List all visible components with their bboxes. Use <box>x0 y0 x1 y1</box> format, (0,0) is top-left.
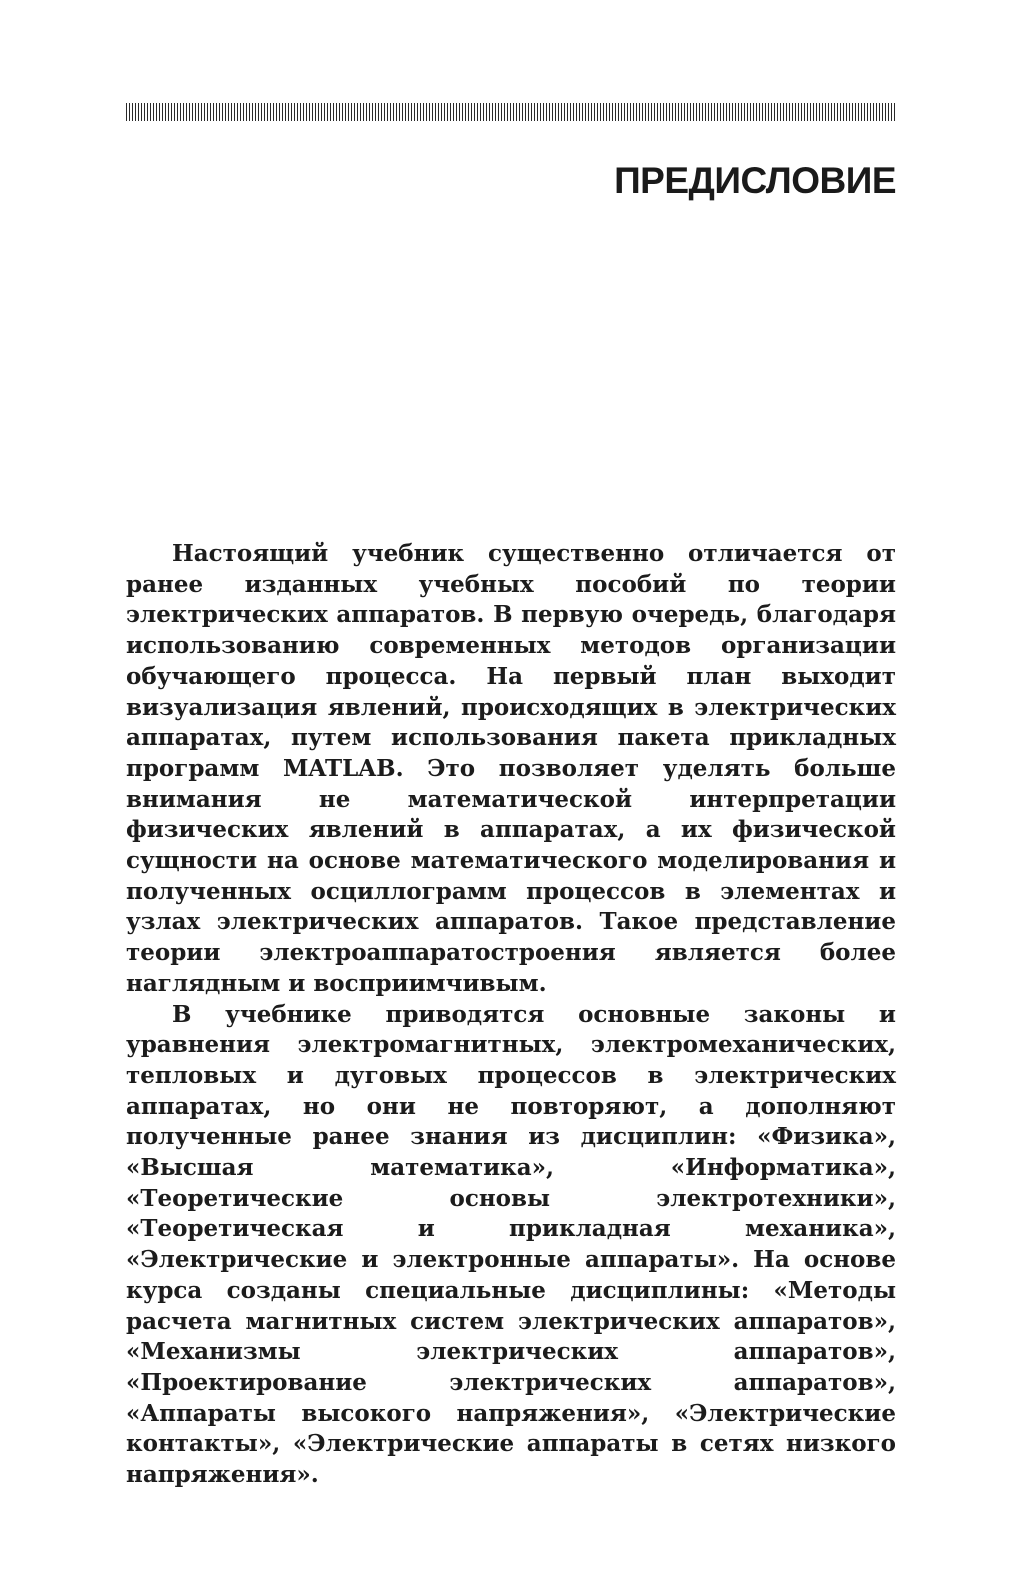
paragraph-2: В учебнике приводятся основные законы и уравнения электромагнитных, электромеханических, тепловых и дуговых процессов в электрических аппаратах, но они не повторяют, а дополняют полученные ранее знания из дисциплин: «Физика», «Высшая математика», «Информатика», «Теоретические основы электротехники», «Теоретическая и прикладная механика», «Электрические и электронные аппараты». На основе курса созданы специальные дисциплины: «Методы расчета магнитных систем электрических аппаратов», «Механизмы электрических аппаратов», «Проектирование электрических аппаратов», «Аппараты высокого напряжения», «Электрические контакты», «Электрические аппараты в сетях низкого напряжения». <box>126 1000 896 1489</box>
chapter-title: ПРЕДИСЛОВИЕ <box>614 160 896 201</box>
preface-body <box>126 539 896 1491</box>
paragraph-1: Настоящий учебник существенно отличается от ранее изданных учебных пособий по теории электрических аппаратов. В первую очередь, благодаря использованию современных методов организации обучающего процесса. На первый план выходит визуализация явлений, происходящих в электрических аппаратах, путем использования пакета прикладных программ MATLAB. Это позволяет уделять больше внимания не математической интерпретации физических явлений в аппаратах, а их физической сущности на основе математического моделирования и полученных осциллограмм процессов в элементах и узлах электрических аппаратов. Такое представление теории электроаппаратостроения является более наглядным и восприимчивым. <box>126 540 896 997</box>
decorative-header-rule <box>126 103 896 121</box>
